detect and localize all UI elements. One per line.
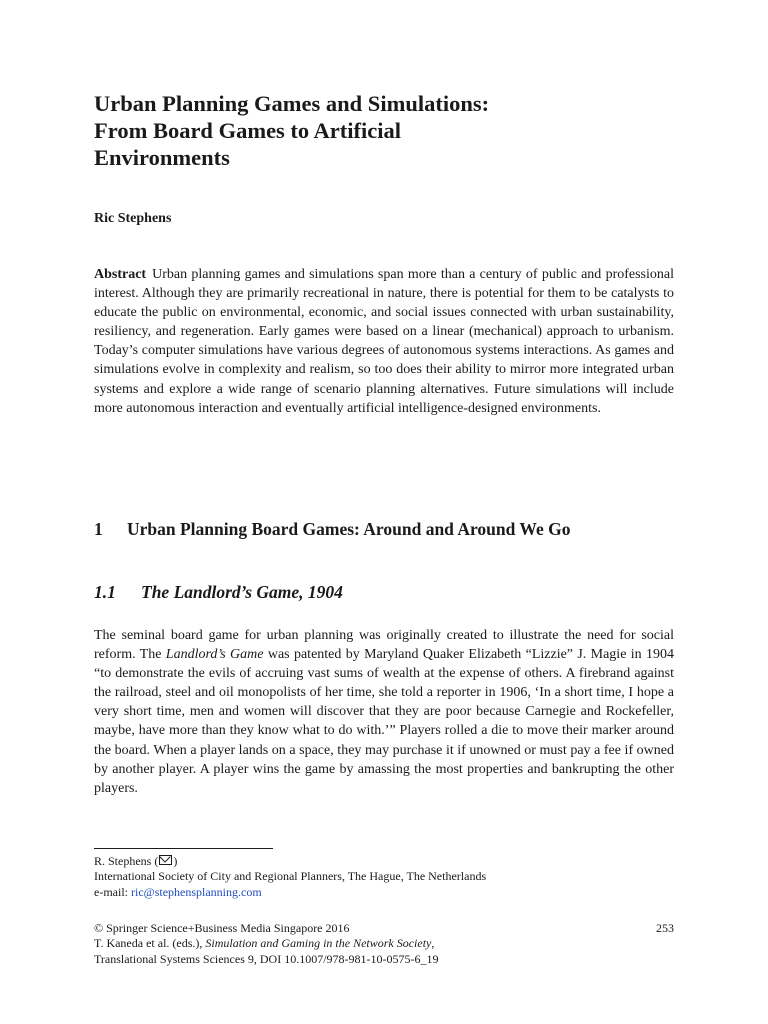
title-line-3: Environments — [94, 145, 230, 170]
subsection-number: 1.1 — [94, 582, 116, 602]
author-line-close: ) — [173, 854, 178, 868]
abstract-label: Abstract — [94, 267, 147, 282]
author-name: Ric Stephens — [94, 211, 172, 226]
email-line — [94, 885, 674, 900]
citation-comma: , — [431, 936, 435, 951]
body-paragraph — [94, 626, 674, 798]
copyright-line: © Springer Science+Business Media Singapore 2016 — [94, 921, 350, 935]
organization-line: International Society of City and Regional Planners, The Hague, The Netherlands — [94, 869, 487, 884]
affiliation-block — [94, 854, 674, 900]
subsection-title: The Landlord’s Game, 1904 — [141, 582, 343, 602]
paper-title — [94, 90, 674, 171]
title-line-1: Urban Planning Games and Simulations: — [94, 91, 490, 116]
subsection-heading-1-1 — [94, 582, 343, 603]
citation-line — [94, 936, 674, 951]
section-heading-1 — [94, 518, 674, 540]
author-line-name: R. Stephens ( — [94, 854, 159, 868]
citation-editors: T. Kaneda et al. (eds.), — [94, 936, 206, 951]
page-number: 253 — [656, 921, 674, 935]
section-number: 1 — [94, 519, 103, 539]
citation-book-title: Simulation and Gaming in the Network Society — [205, 936, 432, 951]
envelope-icon[interactable] — [159, 855, 172, 865]
body-text-part2: was patented by Maryland Quaker Elizabeth “Lizzie” J. Magie in 1904 “to demonstrate the evils of accruing vast sums of wealth at the expense of others. A firebrand against the railroad, steel and oil monopolists of her time, she told a reporter in 1906, ‘In a short time, I hope a very short time, men and women will discover that they are poor because Carnegie and Rockefeller, maybe, have more than they know what to do with.’” Players rolled a die to move their marker around the board. When a player lands on a space, they may purchase it if unowned or must pay a fee if owned by another player. A player wins the game by amassing the most properties and bankrupting the other players. — [94, 647, 674, 796]
email-label: e-mail: — [94, 884, 131, 899]
footnote-rule — [94, 848, 273, 849]
abstract-text: Urban planning games and simulations span more than a century of public and professional interest. Although they are primarily recreational in nature, there is potential for them to be catalysts to educate the public on environmental, economic, and social issues connected with urban sustainability, resiliency, and regeneration. Early games were based on a linear (mechanical) approach to urbanism. Today’s computer simulations have various degrees of autonomous systems interactions. As games and simulations evolve in complexity and realism, so too does their ability to mirror more integrated urban systems and explore a wide range of scenario planning alternatives. Future simulations will include more autonomous interaction and eventually artificial intelligence-designed environments. — [94, 267, 674, 416]
series-line: Translational Systems Sciences 9, DOI 10.1007/978-981-10-0575-6_19 — [94, 951, 439, 966]
body-text-italic-title: Landlord’s Game — [165, 647, 264, 663]
abstract — [94, 265, 674, 418]
publication-footer — [94, 921, 674, 967]
author-line — [94, 854, 674, 869]
section-title: Urban Planning Board Games: Around and Around We Go — [127, 519, 571, 539]
title-line-2: From Board Games to Artificial — [94, 118, 402, 143]
email-link[interactable]: ric@stephensplanning.com — [130, 884, 262, 899]
body-text-part1: The seminal board game for urban planning was originally created to illustrate the need for social reform. The — [94, 628, 674, 663]
